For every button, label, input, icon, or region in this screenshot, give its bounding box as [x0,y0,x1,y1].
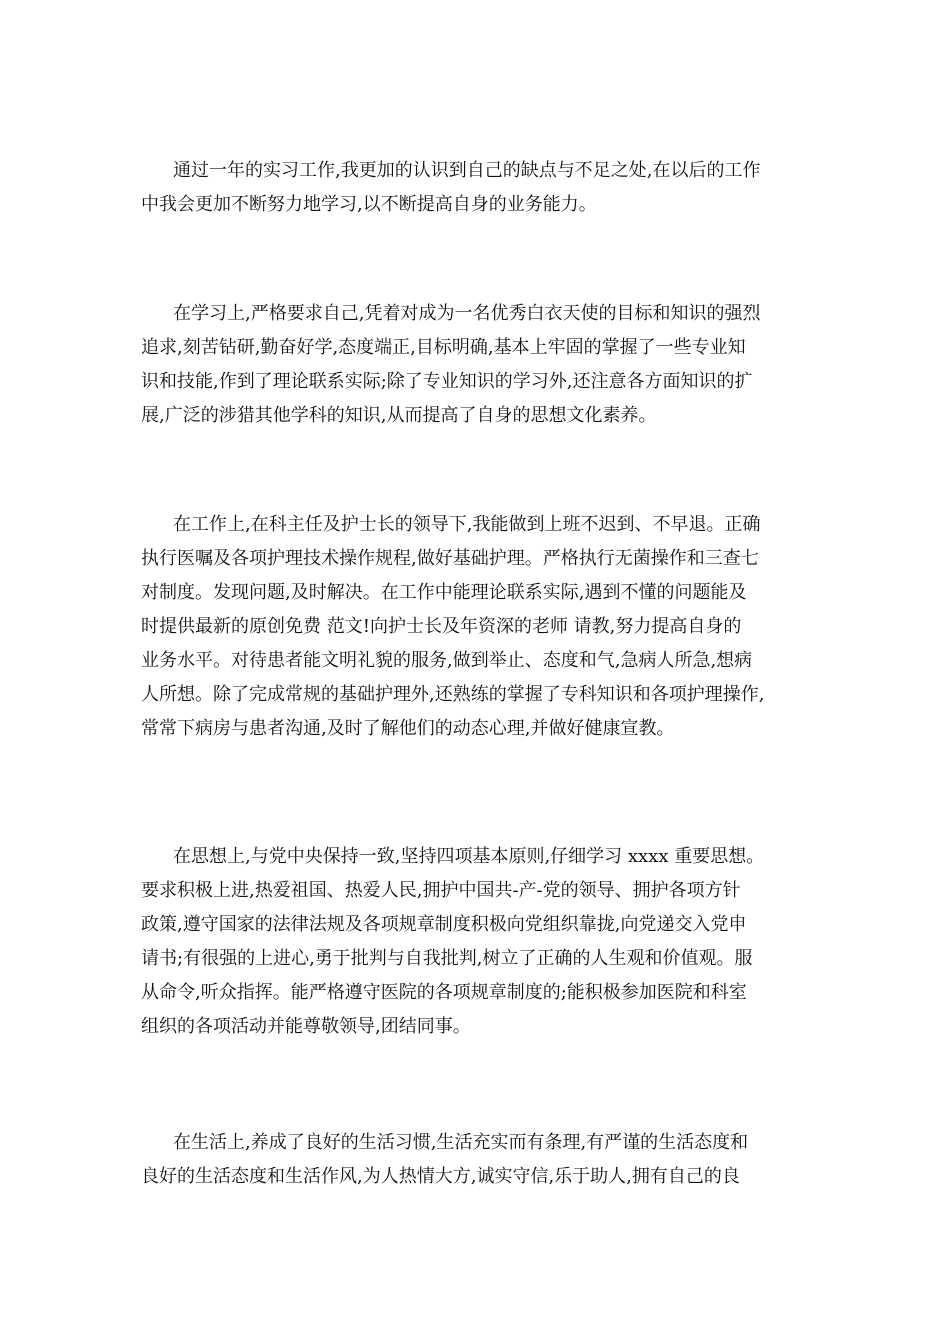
text-line: 在工作上,在科主任及护士长的领导下,我能做到上班不迟到、不早退。正确 [173,514,761,535]
text-line: 中我会更加不断努力地学习,以不断提高自身的业务能力。 [141,194,597,215]
text-line: 良好的生活态度和生活作风,为人热情大方,诚实守信,乐于助人,拥有自己的良 [141,1166,740,1187]
text-line: 时提供最新的原创免费 范文!向护士长及年资深的老师 请教,努力提高自身的 [141,616,742,637]
text-line: 识和技能,作到了理论联系实际;除了专业知识的学习外,还注意各方面知识的扩 [141,371,753,392]
text-line: 对制度。发现问题,及时解决。在工作中能理论联系实际,遇到不懂的问题能及 [141,582,747,603]
text-line: 在学习上,严格要求自己,凭着对成为一名优秀白衣天使的目标和知识的强烈 [173,303,761,324]
paragraph-work-summary [141,154,809,222]
text-line: 人所想。除了完成常规的基础护理外,还熟练的掌握了专科知识和各项护理操作, [141,684,765,705]
text-line: 业务水平。对待患者能文明礼貌的服务,做到举止、态度和气,急病人所急,想病 [141,650,753,671]
text-line: 常常下病房与患者沟通,及时了解他们的动态心理,并做好健康宣教。 [141,718,675,739]
paragraph-work [141,508,809,746]
text-line: 从命令,听众指挥。能严格遵守医院的各项规章制度的;能积极参加医院和科室 [141,982,747,1003]
text-line: 组织的各项活动并能尊敬领导,团结同事。 [141,1016,471,1037]
text-line: 政策,遵守国家的法律法规及各项规章制度积极向党组织靠拢,向党递交入党申 [141,914,747,935]
text-line: 请书;有很强的上进心,勇于批判与自我批判,树立了正确的人生观和价值观。服 [141,948,753,969]
text-line: 通过一年的实习工作,我更加的认识到自己的缺点与不足之处,在以后的工作 [173,160,761,181]
text-line: 执行医嘱及各项护理技术操作规程,做好基础护理。严格执行无菌操作和三查七 [141,548,759,569]
text-line: 展,广泛的涉猎其他学科的知识,从而提高了自身的思想文化素养。 [141,405,657,426]
paragraph-ideology [141,840,809,1044]
paragraph-life [141,1126,809,1194]
text-line: 追求,刻苦钻研,勤奋好学,态度端正,目标明确,基本上牢固的掌握了一些专业知 [141,337,746,358]
text-line: 在生活上,养成了良好的生活习惯,生活充实而有条理,有严谨的生活态度和 [173,1132,749,1153]
paragraph-study [141,297,809,433]
text-line: 在思想上,与党中央保持一致,坚持四项基本原则,仔细学习 xxxx 重要思想。 [173,846,765,867]
text-line: 要求积极上进,热爱祖国、热爱人民,拥护中国共-产-党的领导、拥护各项方针 [141,880,741,901]
